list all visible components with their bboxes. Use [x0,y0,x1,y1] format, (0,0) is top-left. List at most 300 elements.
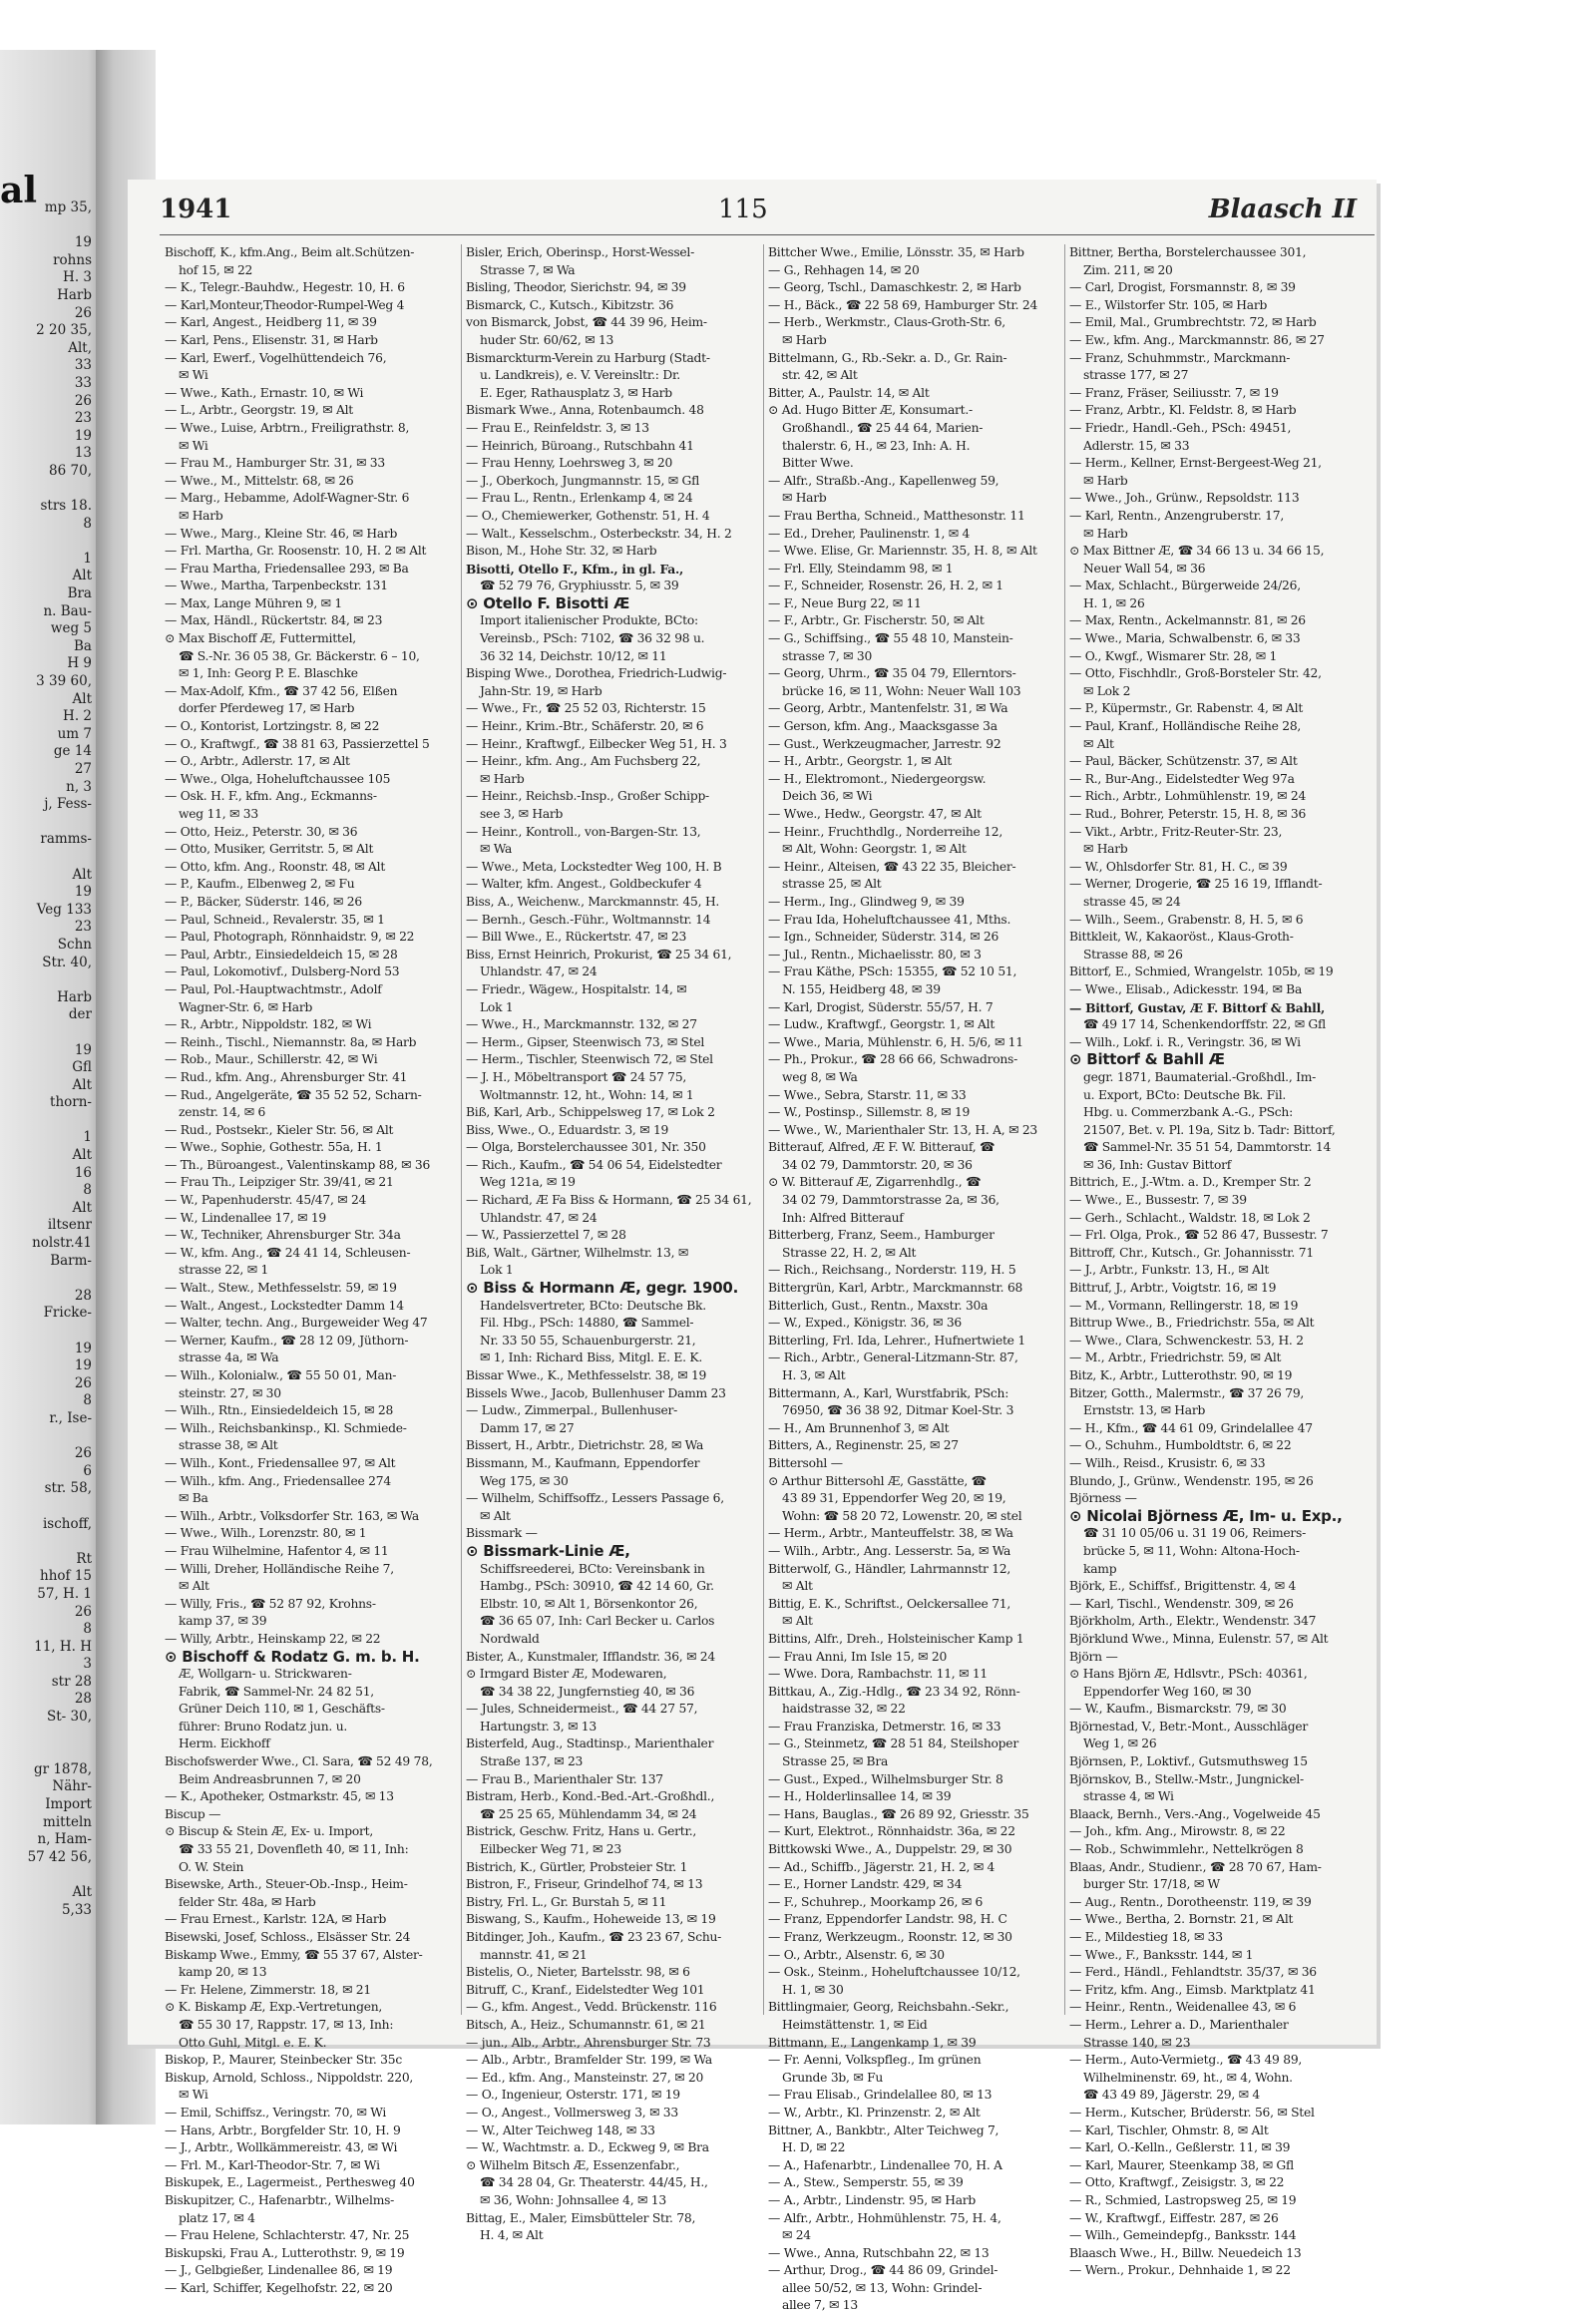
directory-entry-continuation: ✉ Alt [782,1579,813,1594]
directory-entry-continuation: allee 7, ✉ 13 [782,2298,858,2313]
directory-entry-continuation: ✉ Wa [480,842,513,857]
header-page-number: 115 [718,194,768,224]
facing-page-line: 26 [74,304,92,321]
directory-entry-continuation: 43 89 31, Eppendorfer Weg 20, ✉ 19, [782,1491,1006,1506]
directory-entry: — Gust., Werkzeugmacher, Jarrestr. 92 [768,736,1001,751]
directory-entry: — O., Ingenieur, Osterstr. 171, ✉ 19 [466,2088,680,2103]
directory-entry: — W., Postinsp., Sillemstr. 8, ✉ 19 [768,1105,971,1120]
directory-entry: — Osk. H. F., kfm. Ang., Eckmanns- [165,789,377,804]
facing-page-line: Alt [72,690,92,707]
directory-entry: — Herm., Kutscher, Brüderstr. 56, ✉ Stel [1069,2105,1315,2120]
directory-entry-continuation: hof 15, ✉ 22 [179,262,253,277]
directory-entry-continuation: ☎ 36 65 07, Inh: Carl Becker u. Carlos [480,1614,715,1629]
directory-entry-continuation: 76950, ☎ 36 38 92, Ditmar Koel-Str. 3 [782,1403,1014,1418]
directory-advert-line: ⊙ Otello F. Bisotti Æ [466,593,630,612]
directory-entry-continuation: ☎ 25 25 65, Mühlendamm 34, ✉ 24 [480,1806,697,1821]
directory-entry: ⊙ K. Biskamp Æ, Exp.-Vertretungen, [165,2000,383,2015]
directory-entry: Bitterauf, Alfred, Æ F. W. Bitterauf, ☎ [768,1140,996,1155]
facing-page-line: Veg 133 [36,901,92,918]
header-rule [160,234,1375,235]
facing-page-line: 26 [74,1374,92,1391]
directory-entry: — M., Arbtr., Friedrichstr. 59, ✉ Alt [1069,1350,1282,1365]
directory-entry: — Wwe., Hedw., Georgstr. 47, ✉ Alt [768,807,982,821]
directory-entry-continuation: H. 1, ✉ 26 [1083,595,1145,610]
directory-entry: Bittag, E., Maler, Eimsbütteler Str. 78, [466,2210,696,2225]
directory-entry-continuation: Eppendorfer Weg 160, ✉ 30 [1083,1684,1252,1699]
directory-entry-continuation: Nr. 33 50 55, Schauenburgerstr. 21, [480,1333,696,1348]
directory-entry: — A., Arbtr., Lindenstr. 95, ✉ Harb [768,2192,977,2207]
directory-entry: — F., Arbtr., Gr. Fischerstr. 50, ✉ Alt [768,613,985,628]
directory-entry: — F., Neue Burg 22, ✉ 11 [768,595,922,610]
directory-entry: ⊙ Ad. Hugo Bitter Æ, Konsumart.- [768,403,973,418]
directory-entry: — Ed., kfm. Ang., Mansteinstr. 27, ✉ 20 [466,2070,704,2085]
facing-page-line: Alt [72,866,92,883]
directory-entry: Bittkau, A., Zig.-Hdlg., ☎ 23 34 92, Rönn- [768,1684,1020,1699]
directory-entry-continuation: Neuer Wall 54, ✉ 36 [1083,561,1206,576]
directory-entry-continuation: 34 02 79, Dammtorstrasse 2a, ✉ 36, [782,1193,999,1208]
directory-entry-continuation: Weg 175, ✉ 30 [480,1473,569,1488]
directory-entry: Bittelmann, G., Rb.-Sekr. a. D., Gr. Rain- [768,350,1007,365]
directory-entry: Bittkleit, W., Kakaoröst., Klaus-Groth- [1069,930,1294,945]
directory-entry: Björnestad, V., Betr.-Mont., Ausschläger [1069,1719,1309,1734]
directory-entry: — Max, Lange Mühren 9, ✉ 1 [165,595,342,610]
directory-entry: Biskamp Wwe., Emmy, ☎ 55 37 67, Alster- [165,1947,423,1962]
directory-entry: — Ludw., Kraftwgf., Georgstr. 1, ✉ Alt [768,1017,996,1032]
directory-entry: Bittner, A., Bankbtr., Alter Teichweg 7, [768,2122,999,2137]
directory-entry: Blaas, Andr., Studienr., ☎ 28 70 67, Ham- [1069,1859,1322,1874]
directory-entry-continuation: strasse 177, ✉ 27 [1083,368,1189,383]
directory-entry: — Frl. M., Karl-Theodor-Str. 7, ✉ Wi [165,2157,380,2172]
directory-entry-continuation: Weg 121a, ✉ 19 [480,1175,576,1190]
directory-entry-continuation: Nordwald [480,1631,540,1646]
directory-entry: Bison, M., Hohe Str. 32, ✉ Harb [466,544,657,559]
directory-entry: — W., Alter Teichweg 148, ✉ 33 [466,2122,655,2137]
directory-entry: — O., Angest., Vollmersweg 3, ✉ 33 [466,2105,678,2120]
directory-entry: — Heinr., Kraftwgf., Eilbecker Weg 51, H. 3 [466,736,727,751]
facing-page-line: 16 [74,1164,92,1181]
directory-entry: Björkholm, Arth., Elektr., Wendenstr. 347 [1069,1614,1317,1629]
directory-entry-continuation: ☎ Sammel-Nr. 35 51 54, Dammtorstr. 14 [1083,1140,1332,1155]
directory-entry: — Werner, Drogerie, ☎ 25 16 19, Ifflandt- [1069,877,1323,892]
directory-entry: — Rich., Arbtr., Lohmühlenstr. 19, ✉ 24 [1069,789,1307,804]
directory-entry: — Wwe., E., Bussestr. 7, ✉ 39 [1069,1193,1247,1208]
directory-entry: Bistrick, Geschw. Fritz, Hans u. Gertr., [466,1824,697,1839]
directory-entry: — Fr. Aenni, Volkspfleg., Im grünen [768,2053,982,2068]
directory-entry: — Hans, Bauglas., ☎ 26 89 92, Griesstr. 35 [768,1806,1029,1821]
directory-entry-continuation: Strasse 7, ✉ Wa [480,262,576,277]
directory-column-2 [466,244,763,2243]
facing-page-line: 6 [83,1462,92,1479]
directory-entry: Bistelis, O., Nieter, Bartelsstr. 98, ✉ 6 [466,1965,690,1980]
directory-entry-continuation: Schiffsreederei, BCto: Vereinsbank in [480,1561,705,1576]
directory-entry: — Carl, Drogist, Forsmannstr. 8, ✉ 39 [1069,280,1296,295]
directory-entry: — Wwe., Sebra, Starstr. 11, ✉ 33 [768,1087,967,1102]
directory-entry: — L., Arbtr., Georgstr. 19, ✉ Alt [165,403,353,418]
directory-entry-continuation: Damm 17, ✉ 27 [480,1420,575,1435]
directory-entry: Bitterling, Frl. Ida, Lehrer., Hufnertwiete 1 [768,1333,1025,1348]
facing-page-line: 1 [83,1129,92,1146]
directory-entry: Bittermann, A., Karl, Wurstfabrik, PSch: [768,1385,1009,1400]
directory-entry: — J. H., Möbeltransport ☎ 24 57 75, [466,1069,687,1084]
directory-entry-continuation: Woltmannstr. 12, ht., Wohn: 14, ✉ 1 [480,1087,694,1102]
directory-entry: — H., Arbtr., Georgstr. 1, ✉ Alt [768,754,952,769]
directory-entry: Biss, Wwe., O., Eduardstr. 3, ✉ 19 [466,1122,669,1137]
directory-entry: Bistron, F., Friseur, Grindelhof 74, ✉ 13 [466,1877,703,1892]
directory-entry: — Otto, Musiker, Gerritstr. 5, ✉ Alt [165,842,374,857]
directory-entry-continuation: Herm. Eickhoff [179,1736,270,1751]
directory-entry: — Heinr., Rentn., Weidenallee 43, ✉ 6 [1069,2000,1297,2015]
facing-page-line: Barm- [50,1252,92,1269]
facing-page-line: 8 [83,1392,92,1409]
directory-entry-continuation: ✉ Harb [1083,842,1128,857]
directory-entry: — Georg, Uhrm., ☎ 35 04 79, Ellerntors- [768,666,1016,681]
directory-entry: Blundo, J., Grünw., Wendenstr. 195, ✉ 26 [1069,1473,1314,1488]
directory-entry: — J., Arbtr., Wollkämmereistr. 43, ✉ Wi [165,2140,398,2155]
directory-advert-line: ⊙ Bischoff & Rodatz G. m. b. H. [165,1647,420,1666]
facing-page-line: H. 2 [63,708,92,725]
directory-entry-continuation: brücke 5, ✉ 11, Wohn: Altona-Hoch- [1083,1543,1300,1558]
directory-entry-continuation: strasse 4, ✉ Wi [1083,1789,1174,1804]
facing-page-line: Alt [72,568,92,584]
directory-entry: — Paul, Schneid., Revalerstr. 35, ✉ 1 [165,912,385,927]
directory-entry: — Karl, Angest., Heidberg 11, ✉ 39 [165,315,377,330]
facing-page-line [4,481,92,499]
facing-page-line: rohns [53,251,92,268]
directory-entry-continuation: strasse 25, ✉ Alt [782,877,882,892]
directory-entry: Bismark Wwe., Anna, Rotenbaumch. 48 [466,403,704,418]
directory-entry: — Herm., Auto-Vermietg., ☎ 43 49 89, [1069,2053,1303,2068]
directory-advert-line: ⊙ Bittorf & Bahll Æ [1069,1050,1225,1069]
directory-entry-continuation: ✉ Harb [480,771,525,786]
directory-entry: — Wilh., Seem., Grabenstr. 8, H. 5, ✉ 6 [1069,912,1304,927]
directory-entry: — Frau Käthe, PSch: 15355, ☎ 52 10 51, [768,965,1017,979]
directory-entry: — Karl, Ewerf., Vogelhüttendeich 76, [165,350,387,365]
directory-entry-continuation: Eilbecker Weg 71, ✉ 23 [480,1842,621,1857]
directory-entry: Bittins, Alfr., Dreh., Holsteinischer Kamp 1 [768,1631,1024,1646]
directory-entry: — W., Lindenallee 17, ✉ 19 [165,1210,326,1225]
directory-entry: — Heinrich, Büroang., Rutschbahn 41 [466,438,694,453]
facing-page-line: 2 20 35, [36,322,92,339]
facing-page-line: 3 [83,1656,92,1673]
facing-page-line: H. 3 [63,269,92,286]
directory-entry: Bittroff, Chr., Kutsch., Gr. Johannisstr. 71 [1069,1245,1314,1260]
directory-entry: Bitters, A., Reginenstr. 25, ✉ 27 [768,1438,959,1453]
directory-entry-continuation: Uhlandstr. 47, ✉ 24 [480,1210,598,1225]
directory-entry: — W., Kraftwgf., Eiffestr. 287, ✉ 26 [1069,2210,1279,2225]
directory-entry: Bissert, H., Arbtr., Dietrichstr. 28, ✉ Wa [466,1438,704,1453]
facing-page-line: 19 [74,1357,92,1374]
facing-page-line: nolstr.41 [32,1235,92,1252]
directory-entry: — Heinr., Fruchthdlg., Norderreihe 12, [768,824,1003,839]
directory-entry: Biß, Walt., Gärtner, Wilhelmstr. 13, ✉ [466,1245,688,1260]
directory-entry: — F., Schneider, Rosenstr. 26, H. 2, ✉ 1 [768,579,1003,593]
directory-entry-continuation: ✉ Alt [1083,736,1114,751]
facing-page-line [4,1866,92,1884]
directory-entry: Bitzer, Gotth., Malermstr., ☎ 37 26 79, [1069,1385,1305,1400]
directory-entry-continuation: Wohn: ☎ 58 20 72, Lowenstr. 20, ✉ stel [782,1508,1022,1523]
directory-entry-continuation: Otto Guhl, Mitgl. e. E. K. [179,2035,327,2050]
directory-entry-continuation: Lok 1 [480,999,514,1014]
directory-entry-continuation: H. 1, ✉ 30 [782,1982,844,1997]
directory-entry: — Karl, Rentn., Anzengruberstr. 17, [1069,508,1284,523]
directory-entry-continuation: 34 02 79, Dammtorstr. 20, ✉ 36 [782,1157,973,1172]
directory-entry: Bissmark — [466,1526,538,1541]
directory-entry-continuation: Strasse 22, H. 2, ✉ Alt [782,1245,917,1260]
facing-page-line: Schn [57,936,92,953]
page-header [160,194,1377,234]
directory-entry: — Georg, Arbtr., Mantenfelstr. 31, ✉ Wa [768,701,1008,716]
directory-entry: — Max, Rentn., Ackelmannstr. 81, ✉ 26 [1069,613,1306,628]
directory-entry-continuation: 21507, Bet. v. Pl. 19a, Sitz b. Tadr: Bittorf, [1083,1122,1336,1137]
directory-entry-continuation: kamp 20, ✉ 13 [179,1965,267,1980]
directory-entry-continuation: dorfer Pferdeweg 17, ✉ Harb [179,701,355,716]
directory-entry: Björnskov, B., Stellw.-Mstr., Jungnickel- [1069,1771,1304,1786]
directory-entry-continuation: ✉ Harb [1083,526,1128,541]
directory-entry: — Wwe., Anna, Rutschbahn 22, ✉ 13 [768,2245,990,2260]
directory-entry-continuation: Weg 1, ✉ 26 [1083,1736,1157,1751]
directory-entry: — Karl, O.-Kelln., Geßlerstr. 11, ✉ 39 [1069,2140,1291,2155]
directory-entry-continuation: gegr. 1871, Baumaterial.-Großhdl., Im- [1083,1069,1317,1084]
directory-entry: — Karl,Monteur,Theodor-Rumpel-Weg 4 [165,297,405,312]
directory-entry-continuation: ✉ 1, Inh: Richard Biss, Mitgl. E. E. K. [480,1350,703,1365]
directory-entry: — Max, Händl., Rückertstr. 84, ✉ 23 [165,613,383,628]
directory-entry: — O., Arbtr., Alsenstr. 6, ✉ 30 [768,1947,945,1962]
directory-entry: — Wilh., Kolonialw., ☎ 55 50 01, Man- [165,1368,397,1382]
directory-entry-continuation: Adlerstr. 15, ✉ 33 [1083,438,1190,453]
directory-entry: Bisotti, Otello F., Kfm., in gl. Fa., [466,561,684,577]
directory-entry: — Emil, Schiffsz., Veringstr. 70, ✉ Wi [165,2105,387,2120]
directory-entry: Biskupitzer, C., Hafenarbtr., Wilhelms- [165,2192,395,2207]
facing-page-line: St- 30, [47,1709,92,1726]
facing-page-line: 86 70, [49,462,92,479]
directory-entry: Björklund Wwe., Minna, Eulenstr. 57, ✉ Alt [1069,1631,1329,1646]
directory-entry: — Frau Martha, Friedensallee 293, ✉ Ba [165,561,409,576]
facing-page-line: gr 1878, [33,1760,92,1777]
facing-page-line: 26 [74,1603,92,1620]
facing-page-line: 19 [74,234,92,251]
facing-page-line: strs 18. [40,498,92,515]
directory-entry-continuation: ✉ Harb [782,332,827,347]
directory-entry: — Frl. Elly, Steindamm 98, ✉ 1 [768,561,954,576]
directory-entry: Bisling, Theodor, Sierichstr. 94, ✉ 39 [466,280,686,295]
directory-entry-continuation: Hbg. u. Commerzbank A.-G., PSch: [1083,1105,1293,1120]
directory-entry: Bitz, K., Arbtr., Lutterothstr. 90, ✉ 19 [1069,1368,1293,1382]
facing-page-line: hhof 15 [40,1568,92,1585]
facing-page-line [4,1270,92,1288]
directory-entry-continuation: Heimstättenstr. 1, ✉ Eid [782,2017,928,2032]
directory-entry: — Wwe., Olga, Hoheluftchaussee 105 [165,771,391,786]
directory-entry: — Wilh., Kont., Friedensallee 97, ✉ Alt [165,1455,396,1470]
directory-entry: — W., Exped., Königstr. 36, ✉ 36 [768,1316,962,1331]
directory-entry: — Frau L., Rentn., Erlenkamp 4, ✉ 24 [466,491,693,506]
facing-page-line: Alt, [68,339,92,356]
directory-entry: Bisping Wwe., Dorothea, Friedrich-Ludwig- [466,666,727,681]
facing-page-line: 27 [74,761,92,777]
facing-page-line [4,849,92,867]
directory-entry: — Fritz, kfm. Ang., Eimsb. Marktplatz 41 [1069,1982,1316,1997]
directory-entry: — K., Telegr.-Bauhdw., Hegestr. 10, H. 6 [165,280,405,295]
directory-entry-continuation: Strasse 140, ✉ 23 [1083,2035,1191,2050]
directory-entry: — J., Oberkoch, Jungmannstr. 15, ✉ Gfl [466,473,700,488]
directory-entry: — Wwe., Maria, Mühlenstr. 6, H. 5/6, ✉ 11 [768,1034,1023,1049]
directory-entry-continuation: E. Eger, Rathausplatz 3, ✉ Harb [480,385,672,400]
directory-entry-continuation: H. D, ✉ 22 [782,2140,846,2155]
directory-entry: — Friedr., Handl.-Geh., PSch: 49451, [1069,420,1292,435]
directory-entry: Biskop, P., Maurer, Steinbecker Str. 35c [165,2053,402,2068]
directory-entry-continuation: Deich 36, ✉ Wi [782,789,873,804]
directory-entry: — M., Vormann, Rellingerstr. 18, ✉ 19 [1069,1298,1299,1313]
facing-page-line: 11, H. H [34,1638,92,1655]
facing-page-line: Ba [74,637,92,654]
directory-entry-continuation: Zim. 211, ✉ 20 [1083,262,1173,277]
directory-entry: — Wilh., kfm. Ang., Friedensallee 274 [165,1473,391,1488]
directory-entry: — Frl. Martha, Gr. Roosenstr. 10, H. 2 ✉ Alt [165,544,427,559]
directory-entry: — R., Bur-Ang., Eidelstedter Weg 97a [1069,771,1295,786]
directory-entry: Bistrich, K., Gürtler, Probsteier Str. 1 [466,1859,688,1874]
directory-entry-continuation: ☎ 52 79 76, Gryphiusstr. 5, ✉ 39 [480,579,679,593]
directory-entry-continuation: thalerstr. 6, H., ✉ 23, Inh: A. H. [782,438,971,453]
directory-entry-continuation: weg 11, ✉ 33 [179,807,258,821]
directory-entry: Biss, Ernst Heinrich, Prokurist, ☎ 25 34 61, [466,947,732,962]
facing-page-line: Alt [72,1076,92,1093]
directory-entry: ⊙ Arthur Bittersohl Æ, Gasstätte, ☎ [768,1473,987,1488]
directory-entry: — Wwe., Clara, Schwenckestr. 53, H. 2 [1069,1333,1304,1348]
directory-entry-continuation: ☎ 33 55 21, Dovenfleth 40, ✉ 11, Inh: [179,1842,409,1857]
directory-entry: — Paul, Kranf., Holländische Reihe 28, [1069,719,1302,734]
directory-entry: — Marg., Hebamme, Adolf-Wagner-Str. 6 [165,491,410,506]
directory-entry: — Heinr., Reichsb.-Insp., Großer Schipp- [466,789,709,804]
directory-entry: — Ludw., Zimmerpal., Bullenhuser- [466,1403,678,1418]
directory-entry-continuation: strasse 7, ✉ 30 [782,648,873,663]
directory-entry: — Frau Franziska, Detmerstr. 16, ✉ 33 [768,1719,1001,1734]
directory-entry: Bittlingmaier, Georg, Reichsbahn.-Sekr., [768,2000,1009,2015]
directory-entry-continuation: ☎ S.-Nr. 36 05 38, Gr. Bäckerstr. 6 – 10, [179,648,420,663]
facing-page-line: um 7 [57,725,92,742]
directory-entry: Bitruff, C., Kranf., Eidelstedter Weg 101 [466,1982,705,1997]
facing-page-line: Fricke- [43,1305,92,1322]
directory-entry-continuation: ✉ Lok 2 [1083,683,1131,698]
directory-entry: — P., Bäcker, Süderstr. 146, ✉ 26 [165,894,362,909]
directory-entry: — Walt., Kesselschm., Osterbeckstr. 34, H. 2 [466,526,732,541]
directory-entry: Bismarck, C., Kutsch., Kibitzstr. 36 [466,297,674,312]
directory-entry: — Frau Elisab., Grindelallee 80, ✉ 13 [768,2088,993,2103]
facing-page-line [4,814,92,832]
directory-entry: — J., Arbtr., Funkstr. 13, H., ✉ Alt [1069,1263,1270,1278]
directory-entry: Bitsch, A., Heiz., Schumannstr. 61, ✉ 21 [466,2017,706,2032]
directory-entry: — E., Horner Landstr. 429, ✉ 34 [768,1877,963,1892]
directory-entry: — W., Arbtr., Kl. Prinzenstr. 2, ✉ Alt [768,2105,981,2120]
facing-page-line: 57, H. 1 [37,1585,92,1602]
directory-entry: — E., Mildestieg 18, ✉ 33 [1069,1930,1223,1944]
directory-entry: — W., kfm. Ang., ☎ 24 41 14, Schleusen- [165,1245,411,1260]
directory-entry: — F., Schuhrep., Moorkamp 26, ✉ 6 [768,1894,984,1909]
directory-advert-line: ⊙ Biss & Hormann Æ, gegr. 1900. [466,1279,739,1298]
directory-entry: — Osk., Steinm., Hoheluftchaussee 10/12, [768,1965,1020,1980]
directory-entry: — Rud., Postsekr., Kieler Str. 56, ✉ Alt [165,1122,394,1137]
directory-entry-continuation: Strasse 88, ✉ 26 [1083,947,1183,962]
directory-entry-continuation: ✉ Harb [782,491,827,506]
directory-entry: — Rich., Reichsang., Norderstr. 119, H. 5 [768,1263,1016,1278]
directory-entry: — Walter, techn. Ang., Burgeweider Weg 47 [165,1316,428,1331]
directory-entry: — Wwe. Elise, Gr. Mariennstr. 35, H. 8, ✉ Alt [768,544,1037,559]
directory-entry: — Emil, Mal., Grumbrechtstr. 72, ✉ Harb [1069,315,1317,330]
facing-page-line: thorn- [50,1094,92,1111]
directory-entry: ⊙ W. Bitterauf Æ, Zigarrenhdlg., ☎ [768,1175,982,1190]
directory-entry: Biß, Karl, Arb., Schippelsweg 17, ✉ Lok 2 [466,1105,715,1120]
directory-entry: — Paul, Bäcker, Schützenstr. 37, ✉ Alt [1069,754,1298,769]
directory-entry: Bittner, Bertha, Borstelerchaussee 301, [1069,245,1307,259]
directory-entry: — Frau Bertha, Schneid., Matthesonstr. 11 [768,508,1025,523]
directory-entry: Bitter, A., Paulstr. 14, ✉ Alt [768,385,930,400]
directory-entry: — Franz, Eppendorfer Landstr. 98, H. C [768,1912,1007,1927]
facing-page-line: 33 [74,374,92,391]
directory-entry: ⊙ Max Bittner Æ, ☎ 34 66 13 u. 34 66 15, [1069,544,1325,559]
directory-entry: — Wwe., Fr., ☎ 25 52 03, Richterstr. 15 [466,701,706,716]
directory-entry: — Wwe., Sophie, Gothestr. 55a, H. 1 [165,1140,383,1155]
directory-entry: — Wilh., Rtn., Einsiedeldeich 15, ✉ 28 [165,1403,394,1418]
directory-entry: — Wilhelm, Schiffsoffz., Lessers Passage 6, [466,1491,724,1506]
directory-entry: — Rich., Arbtr., General-Litzmann-Str. 87, [768,1350,1018,1365]
directory-entry: — Rob., Schwimmlehr., Nettelkrögen 8 [1069,1842,1304,1857]
directory-entry: — Th., Büroangest., Valentinskamp 88, ✉ 36 [165,1157,431,1172]
facing-page-line [4,1727,92,1744]
directory-entry: — W., Techniker, Ahrensburger Str. 34a [165,1228,401,1243]
facing-page-line: 19 [74,427,92,444]
directory-entry-continuation: ☎ 34 38 22, Jungfernstieg 40, ✉ 36 [480,1684,695,1699]
facing-page-line: Harb [57,286,92,303]
directory-entry-continuation: ✉ Wi [179,2088,208,2103]
directory-entry: — Wwe., Luise, Arbtrn., Freiligrathstr. 8, [165,420,410,435]
directory-entry: — W., Wachtmstr. a. D., Eckweg 9, ✉ Bra [466,2140,709,2155]
facing-page-line: str 28 [51,1673,92,1690]
directory-entry: — H., Elektromont., Niedergeorgsw. [768,771,987,786]
directory-entry-continuation: Æ, Wollgarn- u. Strickwaren- [179,1667,352,1682]
directory-entry: Biscup — [165,1806,221,1821]
directory-entry: — Franz, Werkzeugm., Roonstr. 12, ✉ 30 [768,1930,1012,1944]
directory-entry: — Frau M., Hamburger Str. 31, ✉ 33 [165,456,385,471]
directory-entry: Bittkowski Wwe., A., Duppelstr. 29, ✉ 30 [768,1842,1012,1857]
facing-page-line: Rt [76,1550,92,1567]
directory-entry: — Arthur, Drog., ☎ 44 86 09, Grindel- [768,2263,998,2278]
directory-entry: — Otto, Fischhdlr., Groß-Borsteler Str. 42, [1069,666,1322,681]
directory-entry: — Bernh., Gesch.-Führ., Woltmannstr. 14 [466,912,711,927]
directory-entry: — H., Bäck., ☎ 22 58 69, Hamburger Str. 24 [768,297,1038,312]
directory-entry: — Ew., kfm. Ang., Marckmannstr. 86, ✉ 27 [1069,332,1325,347]
facing-page-line [4,1533,92,1551]
facing-page-line: Alt [72,1147,92,1164]
directory-entry: ⊙ Hans Björn Æ, Hdlsvtr., PSch: 40361, [1069,1667,1308,1682]
column-divider [1064,244,1065,2015]
directory-entry: — R., Arbtr., Nippoldstr. 182, ✉ Wi [165,1017,372,1032]
directory-entry: — Otto, Kraftwgf., Zeisigstr. 3, ✉ 22 [1069,2175,1285,2190]
directory-entry: Bittruf, J., Arbtr., Voigtstr. 16, ✉ 19 [1069,1281,1277,1296]
directory-entry: — Karl, Drogist, Süderstr. 55/57, H. 7 [768,999,994,1014]
directory-entry-continuation: strasse 38, ✉ Alt [179,1438,278,1453]
directory-entry: — Paul, Pol.-Hauptwachtmstr., Adolf [165,981,382,996]
directory-entry-continuation: Fil. Hbg., PSch: 14880, ☎ Sammel- [480,1316,694,1331]
directory-entry-continuation: ✉ Harb [1083,473,1128,488]
directory-entry: — O., Kwgf., Wismarer Str. 28, ✉ 1 [1069,648,1278,663]
directory-entry: — A., Hafenarbtr., Lindenallee 70, H. A [768,2157,1002,2172]
directory-entry: Biss, A., Weichenw., Marckmannstr. 45, H. [466,894,720,909]
directory-entry: — R., Schmied, Lastropsweg 25, ✉ 19 [1069,2192,1297,2207]
directory-entry: — Walter, kfm. Angest., Goldbeckufer 4 [466,877,702,892]
directory-entry: — A., Stew., Semperstr. 55, ✉ 39 [768,2175,964,2190]
directory-entry: — Franz, Arbtr., Kl. Feldstr. 8, ✉ Harb [1069,403,1297,418]
directory-entry: — Friedr., Wägew., Hospitalstr. 14, ✉ [466,981,687,996]
directory-entry: — O., Kontorist, Lortzingstr. 8, ✉ 22 [165,719,380,734]
directory-entry: — Karl, Pens., Elisenstr. 31, ✉ Harb [165,332,378,347]
